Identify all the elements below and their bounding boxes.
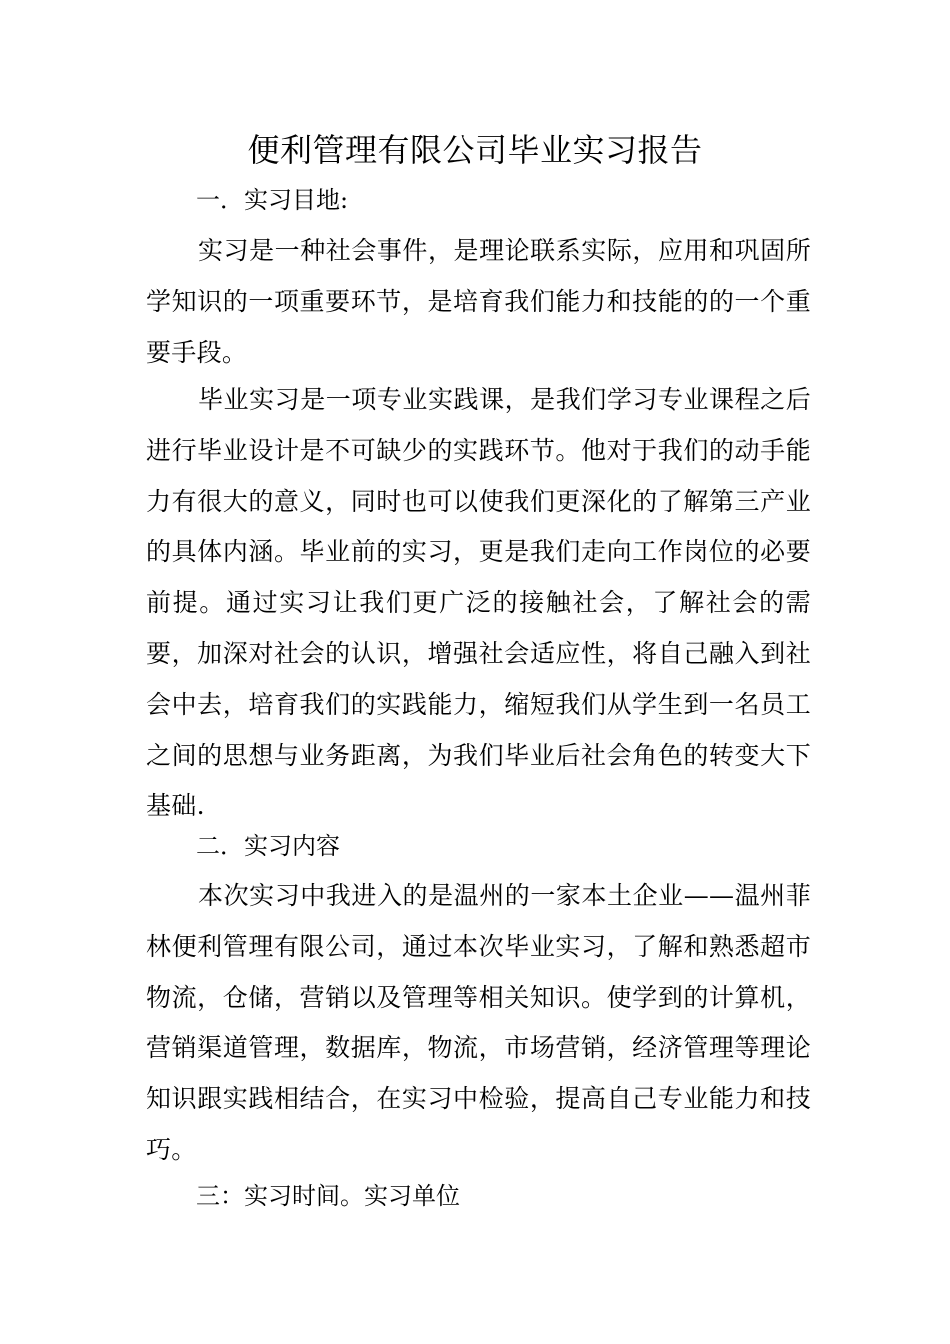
section-heading-purpose: 一．实习目地: [196, 186, 349, 214]
section-heading-time-unit: 三：实习时间。实习单位 [196, 1182, 460, 1210]
paragraph-purpose-1: 实习是一种社会事件，是理论联系实际，应用和巩固所学知识的一项重要环节，是培育我们能力和技能的的一个重要手段。 [146, 236, 811, 367]
document-title: 便利管理有限公司毕业实习报告 [247, 131, 703, 169]
paragraph-content-1: 本次实习中我进入的是温州的一家本土企业——温州菲林便利管理有限公司，通过本次毕业实习，了解和熟悉超市物流，仓储，营销以及管理等相关知识。使学到的计算机，营销渠道管理，数据库，物流，市场营销，经济管理等理论知识跟实践相结合，在实习中检验，提高自己专业能力和技巧。 [146, 881, 811, 1164]
paragraph-purpose-2: 毕业实习是一项专业实践课，是我们学习专业课程之后进行毕业设计是不可缺少的实践环节。他对于我们的动手能力有很大的意义，同时也可以使我们更深化的了解第三产业的具体内涵。毕业前的实习，更是我们走向工作岗位的必要前提。通过实习让我们更广泛的接触社会，了解社会的需要，加深对社会的认识，增强社会适应性，将自己融入到社会中去，培育我们的实践能力，缩短我们从学生到一名员工之间的思想与业务距离，为我们毕业后社会角色的转变大下基础. [146, 385, 811, 821]
section-heading-content: 二．实习内容 [196, 832, 340, 860]
